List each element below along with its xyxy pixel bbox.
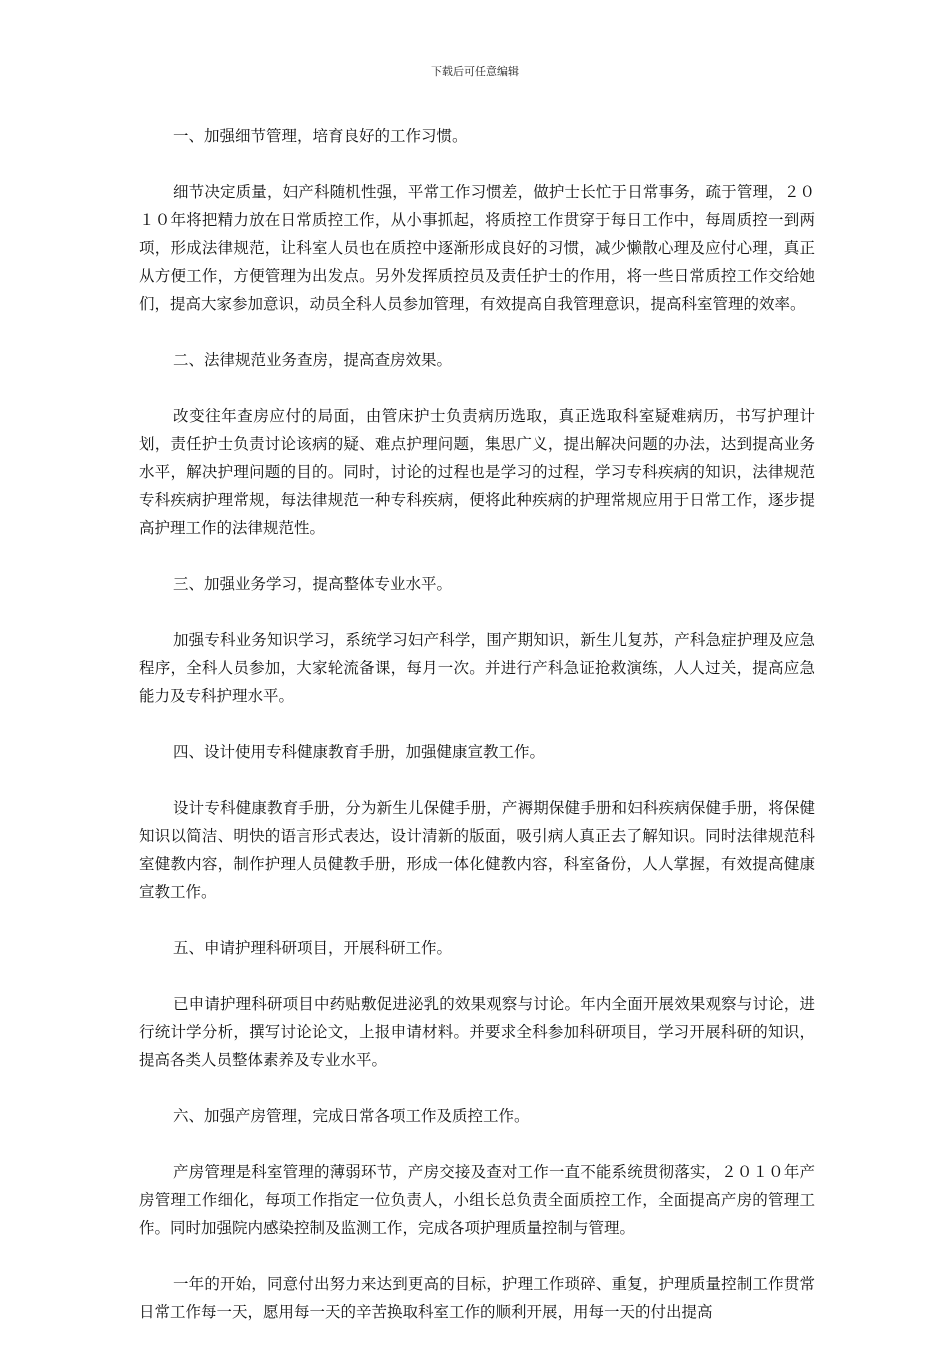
closing-paragraph: 一年的开始，同意付出努力来达到更高的目标，护理工作琐碎、重复，护理质量控制工作贯常日常工作每一天，愿用每一天的辛苦换取科室工作的顺利开展，用每一天的付出提高 <box>139 1275 815 1321</box>
section-heading-2: 二、法律规范业务查房，提高查房效果。 <box>173 351 453 369</box>
section-body-4: 设计专科健康教育手册，分为新生儿保健手册，产褥期保健手册和妇科疾病保健手册，将保健知识以简洁、明快的语言形式表达，设计清新的版面，吸引病人真正去了解知识。同时法律规范科室健教内容，制作护理人员健教手册，形成一体化健教内容，科室备份，人人掌握，有效提高健康宣教工作。 <box>139 799 815 901</box>
header-note: 下载后可任意编辑 <box>431 65 519 78</box>
section-body-3: 加强专科业务知识学习，系统学习妇产科学，围产期知识，新生儿复苏，产科急症护理及应急程序，全科人员参加，大家轮流备课，每月一次。并进行产科急证抢救演练，人人过关，提高应急能力及专科护理水平。 <box>139 631 815 705</box>
document-body <box>139 122 815 1354</box>
section-heading-3: 三、加强业务学习，提高整体专业水平。 <box>173 575 453 593</box>
section-heading-5: 五、申请护理科研项目，开展科研工作。 <box>173 939 453 957</box>
section-body-5: 已申请护理科研项目中药贴敷促进泌乳的效果观察与讨论。年内全面开展效果观察与讨论，进行统计学分析，撰写讨论论文，上报申请材料。并要求全科参加科研项目，学习开展科研的知识，提高各类人员整体素养及专业水平。 <box>139 995 815 1069</box>
section-body-6: 产房管理是科室管理的薄弱环节，产房交接及查对工作一直不能系统贯彻落实，２０１０年产房管理工作细化，每项工作指定一位负责人，小组长总负责全面质控工作，全面提高产房的管理工作。同时加强院内感染控制及监测工作，完成各项护理质量控制与管理。 <box>139 1163 815 1237</box>
section-body-1: 细节决定质量，妇产科随机性强，平常工作习惯差，做护士长忙于日常事务，疏于管理，２０１０年将把精力放在日常质控工作，从小事抓起，将质控工作贯穿于每日工作中，每周质控一到两项，形成法律规范，让科室人员也在质控中逐渐形成良好的习惯，减少懒散心理及应付心理，真正从方便工作，方便管理为出发点。另外发挥质控员及责任护士的作用，将一些日常质控工作交给她们，提高大家参加意识，动员全科人员参加管理，有效提高自我管理意识，提高科室管理的效率。 <box>139 183 815 313</box>
section-heading-1: 一、加强细节管理，培育良好的工作习惯。 <box>173 127 468 145</box>
section-body-2: 改变往年查房应付的局面，由管床护士负责病历选取，真正选取科室疑难病历，书写护理计划，责任护士负责讨论该病的疑、难点护理问题，集思广义，提出解决问题的办法，达到提高业务水平，解决护理问题的目的。同时，讨论的过程也是学习的过程，学习专科疾病的知识，法律规范专科疾病护理常规，每法律规范一种专科疾病，便将此种疾病的护理常规应用于日常工作，逐步提高护理工作的法律规范性。 <box>139 407 815 537</box>
section-heading-6: 六、加强产房管理，完成日常各项工作及质控工作。 <box>173 1107 530 1125</box>
section-heading-4: 四、设计使用专科健康教育手册，加强健康宣教工作。 <box>173 743 546 761</box>
